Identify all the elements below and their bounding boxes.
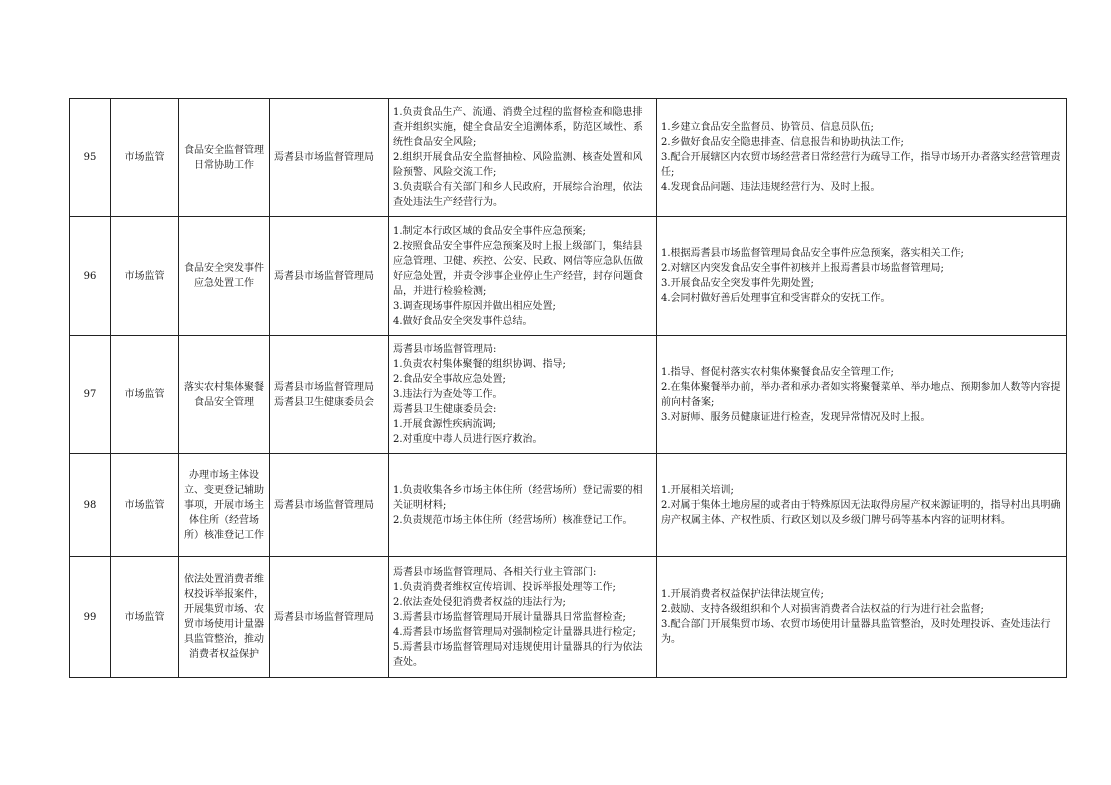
row-number: 96: [70, 217, 111, 336]
county-duties-cell: [389, 99, 657, 217]
dept-line: 焉耆县市场监督管理局: [274, 270, 374, 282]
duty-line: 1.负责消费者维权宣传培训、投诉举报处理等工作;: [393, 581, 616, 593]
dept-line: 焉耆县卫生健康委员会: [274, 396, 374, 408]
table-row: [70, 99, 1067, 217]
duty-line: 2.在集体聚餐举办前，举办者和承办者如实将聚餐菜单、举办地点、预期参加人数等内容提前向村备案;: [661, 381, 1061, 408]
duty-line: 3.违法行为查处等工作。: [393, 389, 503, 400]
responsible-dept-cell: [270, 557, 389, 678]
row-number: 97: [70, 336, 111, 454]
table-row: [70, 336, 1067, 454]
duty-line: 2.组织开展食品安全监督抽检、风险监测、核查处置和风险预警、风险交流工作;: [393, 152, 643, 178]
duty-line: 焉耆县市场监督管理局:: [393, 344, 497, 355]
township-duties-cell: [657, 99, 1067, 217]
responsible-dept-cell: [270, 217, 389, 336]
row-number: 99: [70, 557, 111, 678]
item-name-cell: 办理市场主体设立、变更登记辅助事项，开展市场主体住所（经营场所）核准登记工作: [179, 454, 270, 557]
duty-line: 1.开展相关培训;: [661, 484, 734, 496]
duty-line: 1.乡建立食品安全监督员、协管员、信息员队伍;: [661, 122, 874, 133]
row-number: 98: [70, 454, 111, 557]
duty-line: 2.负责规范市场主体住所（经营场所）核准登记工作。: [393, 514, 633, 526]
duty-line: 1.指导、督促村落实农村集体聚餐食品安全管理工作;: [661, 366, 894, 378]
duty-line: 2.按照食品安全事件应急预案及时上报上级部门，集结县应急管理、卫健、疾控、公安、民政、网信等应急队伍做好应急处置，并责令涉事企业停止生产经营，封存问题食品，并进行检验检测;: [393, 240, 643, 297]
dept-line: 焉耆县市场监督管理局: [274, 499, 374, 511]
duty-line: 2.依法查处侵犯消费者权益的违法行为;: [393, 596, 566, 608]
category-cell: 市场监管: [111, 99, 179, 217]
duty-line: 3.焉耆县市场监督管理局开展计量器具日常监督检查;: [393, 611, 626, 623]
duty-line: 2.对重度中毒人员进行医疗救治。: [393, 434, 543, 445]
duty-line: 3.配合部门开展集贸市场、农贸市场使用计量器具监管整治，及时处理投诉、查处违法行为。: [661, 619, 1051, 645]
duty-line: 1.负责食品生产、流通、消费全过程的监督检查和隐患排查并组织实施，健全食品安全追溯体系，防范区域性、系统性食品安全风险;: [393, 107, 643, 148]
duty-line: 1.根据焉耆县市场监督管理局食品安全事件应急预案，落实相关工作;: [661, 248, 964, 259]
responsible-dept-cell: [270, 336, 389, 454]
item-name-cell: 依法处置消费者维权投诉举报案件，开展集贸市场、农贸市场使用计量器具监管整治，推动消费者权益保护: [179, 557, 270, 678]
county-duties-cell: [389, 454, 657, 557]
duty-line: 焉耆县卫生健康委员会:: [393, 404, 497, 415]
duty-line: 1.负责农村集体聚餐的组织协调、指导;: [393, 359, 566, 370]
duty-line: 1.负责收集各乡市场主体住所（经营场所）登记需要的相关证明材料;: [393, 484, 643, 511]
category-cell: 市场监管: [111, 336, 179, 454]
row-number: 95: [70, 99, 111, 217]
duty-line: 2.食品安全事故应急处置;: [393, 374, 506, 385]
duty-line: 4.做好食品安全突发事件总结。: [393, 315, 533, 327]
item-name-cell: 食品安全突发事件应急处置工作: [179, 217, 270, 336]
county-duties-cell: [389, 557, 657, 678]
duty-line: 2.鼓励、支持各级组织和个人对损害消费者合法权益的行为进行社会监督;: [661, 604, 984, 615]
duty-line: 4.焉耆县市场监督管理局对强制检定计量器具进行检定;: [393, 626, 636, 638]
item-name-cell: 食品安全监督管理日常协助工作: [179, 99, 270, 217]
county-duties-cell: [389, 217, 657, 336]
township-duties-cell: [657, 454, 1067, 557]
duty-line: 3.对厨师、服务员健康证进行检查，发现异常情况及时上报。: [661, 411, 931, 423]
duty-line: 3.开展食品安全突发事件先期处置;: [661, 278, 814, 289]
category-cell: 市场监管: [111, 217, 179, 336]
dept-line: 焉耆县市场监督管理局: [274, 152, 374, 163]
duty-line: 3.配合开展辖区内农贸市场经营者日常经营行为疏导工作，指导市场开办者落实经营管理责任;: [661, 152, 1061, 178]
duty-line: 3.负责联合有关部门和乡人民政府，开展综合治理，依法查处违法生产经营行为。: [393, 182, 643, 208]
table-row: [70, 557, 1067, 678]
dept-line: 焉耆县市场监督管理局: [274, 381, 374, 393]
duty-line: 1.开展消费者权益保护法律法规宣传;: [661, 589, 824, 600]
responsible-dept-cell: [270, 454, 389, 557]
township-duties-cell: [657, 217, 1067, 336]
township-duties-cell: [657, 557, 1067, 678]
duty-line: 1.制定本行政区域的食品安全事件应急预案;: [393, 225, 586, 237]
category-cell: 市场监管: [111, 454, 179, 557]
duty-line: 5.焉耆县市场监督管理局对违规使用计量器具的行为依法查处。: [393, 641, 643, 668]
dept-line: 焉耆县市场监督管理局: [274, 611, 374, 623]
responsible-dept-cell: [270, 99, 389, 217]
township-duties-cell: [657, 336, 1067, 454]
duty-line: 2.对属于集体土地房屋的或者由于特殊原因无法取得房屋产权来源证明的，指导村出具明确房产权属主体、产权性质、行政区划以及乡级门牌号码等基本内容的证明材料。: [661, 499, 1061, 526]
duty-line: 3.调查现场事件原因并做出相应处置;: [393, 300, 556, 312]
county-duties-cell: [389, 336, 657, 454]
item-name-cell: 落实农村集体聚餐食品安全管理: [179, 336, 270, 454]
category-cell: 市场监管: [111, 557, 179, 678]
duty-line: 2.乡做好食品安全隐患排查、信息报告和协助执法工作;: [661, 137, 904, 148]
duty-line: 4.发现食品问题、违法违规经营行为、及时上报。: [661, 182, 881, 193]
duty-line: 1.开展食源性疾病流调;: [393, 419, 496, 430]
table-row: [70, 454, 1067, 557]
duty-line: 焉耆县市场监督管理局、各相关行业主管部门:: [393, 566, 597, 578]
duty-line: 2.对辖区内突发食品安全事件初核并上报焉耆县市场监督管理局;: [661, 263, 944, 274]
duty-line: 4.会同村做好善后处理事宜和受害群众的安抚工作。: [661, 293, 891, 304]
table-row: [70, 217, 1067, 336]
duty-list-table: [69, 98, 1067, 678]
